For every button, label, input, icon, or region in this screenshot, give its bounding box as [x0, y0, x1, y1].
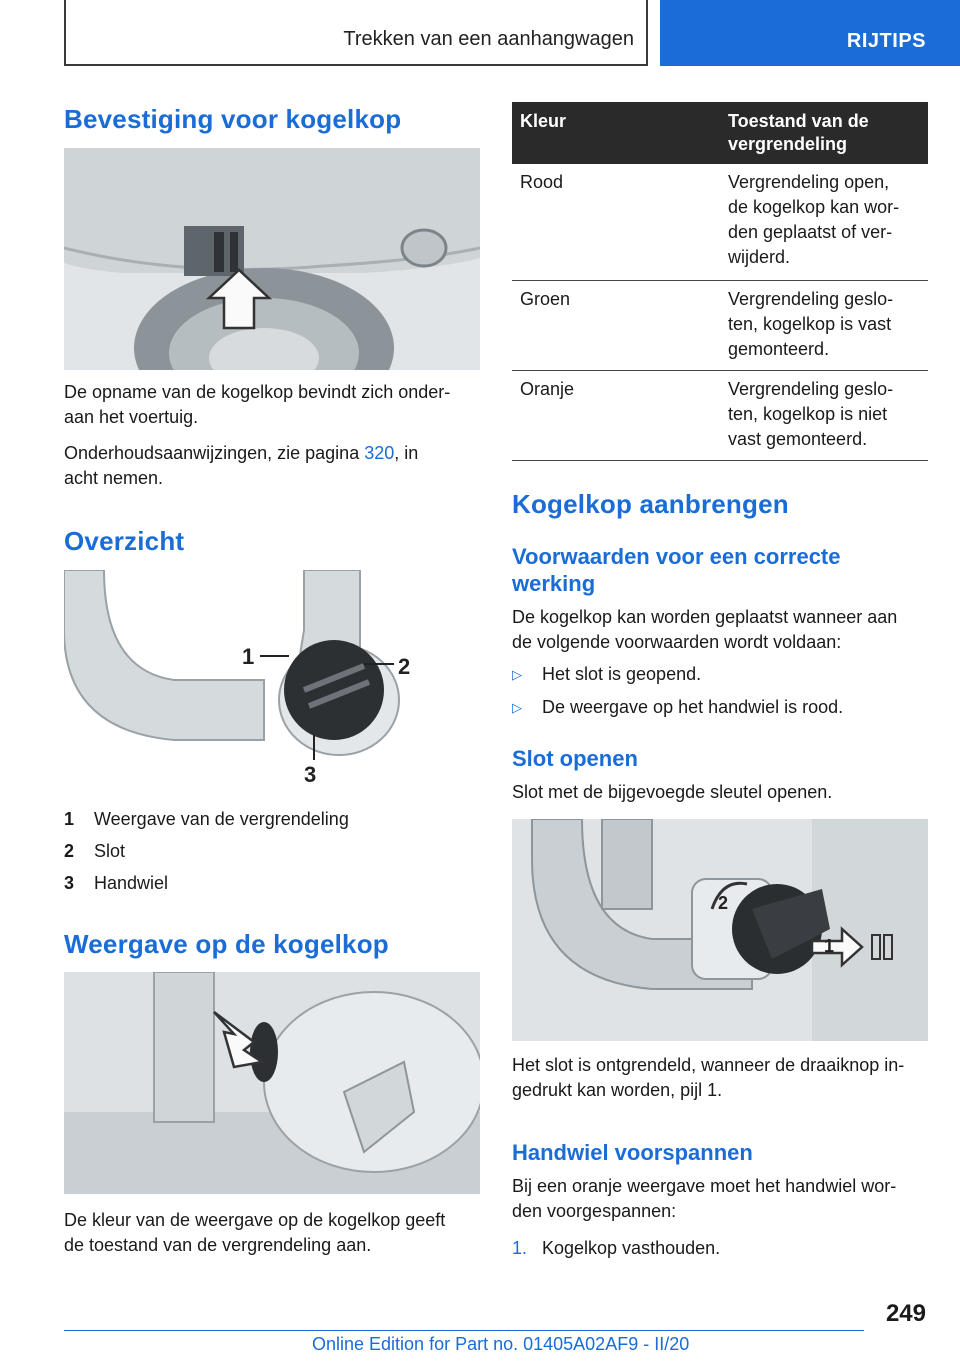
page-number: 249 [885, 1300, 926, 1327]
heading-open-lock: Slot openen [512, 746, 638, 771]
conditions-bullet-list [512, 658, 928, 724]
open-lock-para: Slot met de bijgevoegde sleutel openen. [512, 782, 833, 802]
callout-3: 3 [304, 762, 317, 787]
cell-line: Vergrendeling geslo- [728, 378, 894, 399]
legend-item [64, 835, 480, 867]
cell-color: Rood [512, 164, 720, 280]
unlock-para-line1: Het slot is ontgrendeld, wanneer de draaiknop in- [512, 1055, 905, 1075]
table-row [512, 280, 928, 370]
page-link-320[interactable]: 320 [364, 443, 395, 463]
header-chapter-label: RIJTIPS [846, 30, 926, 52]
table-row [512, 370, 928, 460]
list-item [512, 658, 928, 691]
image-unlock-knob [512, 819, 928, 1041]
heading-mount: Bevestiging voor kogelkop [64, 104, 402, 134]
triangle-bullet-icon: ▷ [512, 699, 522, 715]
legend-text: Slot [94, 840, 126, 861]
maintenance-para-line1 [64, 441, 418, 466]
cell-line: vast gemonteerd. [728, 428, 868, 449]
legend-text: Weergave van de vergrendeling [94, 808, 349, 829]
unlock-para-line2: gedrukt kan worden, pijl 1. [512, 1080, 723, 1100]
image-hitch-mount-under-car [64, 148, 480, 370]
cell-line: gemonteerd. [728, 338, 830, 359]
footer-edition: Online Edition for Part no. 01405A02AF9 - II/20 [312, 1334, 690, 1354]
cell-line: ten, kogelkop is vast [728, 313, 892, 334]
image-callout-2: 2 [718, 893, 729, 913]
legend-text: Handwiel [94, 872, 169, 893]
cell-line: ten, kogelkop is niet [728, 403, 888, 424]
header-line: vergrendeling [728, 134, 848, 154]
table-header-status [720, 102, 928, 164]
list-item [512, 691, 928, 724]
cell-color: Oranje [512, 370, 720, 460]
image-lock-indicator [64, 972, 480, 1194]
cell-status [720, 370, 928, 460]
legend-num: 3 [64, 872, 75, 893]
step-text: Kogelkop vasthouden. [542, 1238, 721, 1258]
overview-legend [64, 803, 480, 899]
header-section-title: Trekken van een aanhangwagen [343, 28, 634, 50]
conditions-para-line1: De kogelkop kan worden geplaatst wanneer aan [512, 607, 898, 627]
step-number: 1. [512, 1238, 528, 1258]
image-ball-head-overview [64, 570, 480, 792]
legend-item [64, 803, 480, 835]
heading-overview: Overzicht [64, 526, 185, 556]
footer-divider [64, 1330, 864, 1331]
header-section-box [64, 0, 648, 66]
callout-1: 1 [242, 644, 255, 669]
list-item-text: De weergave op het handwiel is rood. [542, 697, 844, 717]
heading-pretension-wheel: Handwiel voorspannen [512, 1140, 753, 1165]
mount-para-line1: De opname van de kogelkop bevindt zich onder- [64, 382, 451, 402]
cell-line: Vergrendeling geslo- [728, 288, 894, 309]
cell-color: Groen [512, 280, 720, 370]
maintenance-text: Onderhoudsaanwijzingen, zie pagina [64, 443, 365, 463]
cell-status [720, 164, 928, 280]
legend-num: 1 [64, 808, 75, 829]
cell-line: de kogelkop kan wor- [728, 197, 900, 217]
maintenance-text-tail: , in [394, 443, 419, 463]
heading-conditions-line1: Voorwaarden voor een correcte [512, 544, 841, 569]
lock-status-table [512, 102, 928, 461]
mount-para-line2: aan het voertuig. [64, 407, 199, 427]
conditions-para-line2: de volgende voorwaarden wordt voldaan: [512, 632, 842, 652]
maintenance-para-line2: acht nemen. [64, 468, 164, 488]
list-item [512, 1232, 928, 1265]
header-line: Toestand van de [728, 111, 869, 131]
pretension-para-line1: Bij een oranje weergave moet het handwiel wor- [512, 1176, 897, 1196]
cell-line: wijderd. [728, 247, 791, 267]
image-callout-1: 1 [824, 936, 835, 956]
pretension-steps [512, 1232, 928, 1265]
callout-2: 2 [398, 654, 411, 679]
cell-status [720, 280, 928, 370]
list-item-text: Het slot is geopend. [542, 664, 702, 684]
heading-conditions-line2: werking [512, 571, 596, 596]
heading-fit-ball-head: Kogelkop aanbrengen [512, 489, 789, 519]
legend-item [64, 867, 480, 899]
cell-line: den geplaatst of ver- [728, 222, 893, 242]
table-header-color: Kleur [512, 102, 720, 164]
cell-line: Vergrendeling open, [728, 172, 890, 192]
pretension-para-line2: den voorgespannen: [512, 1201, 677, 1221]
table-row [512, 164, 928, 280]
triangle-bullet-icon: ▷ [512, 666, 522, 682]
display-para-line1: De kleur van de weergave op de kogelkop geeft [64, 1210, 446, 1230]
table-header-row [512, 102, 928, 164]
legend-num: 2 [64, 840, 75, 861]
display-para-line2: de toestand van de vergrendeling aan. [64, 1235, 372, 1255]
header-chapter-tab[interactable] [660, 0, 960, 66]
heading-display: Weergave op de kogelkop [64, 929, 389, 959]
